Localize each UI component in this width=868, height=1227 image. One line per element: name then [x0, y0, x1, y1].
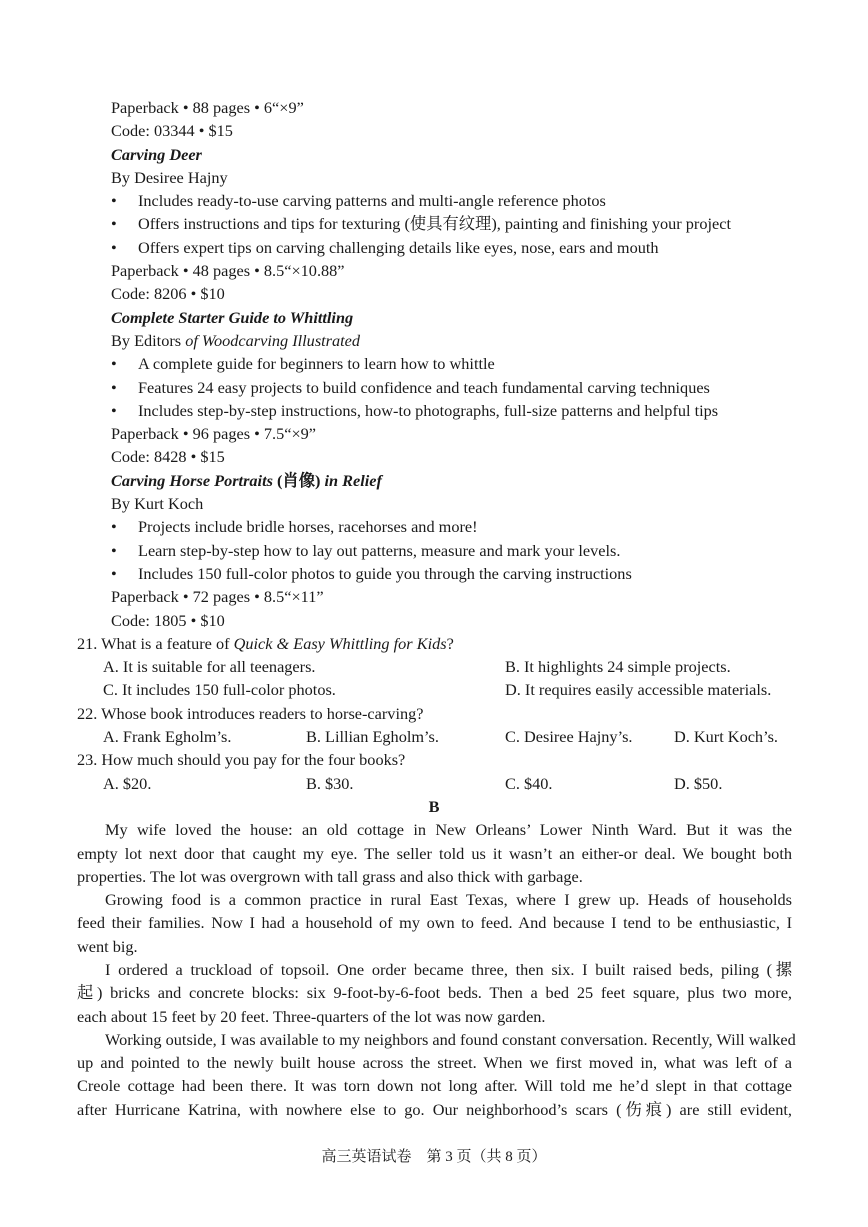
- question-stem: 22. Whose book introduces readers to horse-carving?: [77, 703, 424, 723]
- bullet-icon: •: [111, 214, 117, 234]
- answer-option[interactable]: C. Desiree Hajny’s.: [505, 727, 633, 747]
- book-author: By Desiree Hajny: [111, 167, 228, 187]
- book-bullet: • Includes ready-to-use carving patterns and multi-angle reference photos: [0, 189, 868, 212]
- book-bullet: • Offers instructions and tips for texturing (使具有纹理), painting and finishing your project: [0, 212, 868, 235]
- answer-option[interactable]: D. It requires easily accessible materials.: [505, 680, 772, 700]
- bullet-icon: •: [111, 354, 117, 374]
- answer-option[interactable]: D. $50.: [674, 773, 723, 793]
- book-bullet: • Offers expert tips on carving challenging details like eyes, nose, ears and mouth: [0, 236, 868, 259]
- book-specs: Paperback • 72 pages • 8.5“×11”: [111, 587, 324, 607]
- passage-paragraph: Growing food is a common practice in rural East Texas, where I grew up. Heads of households feed their families. Now I had a household of my own to feed. And because I tend to be enthusiastic, I went big.: [77, 890, 792, 956]
- passage-paragraph: Working outside, I was available to my neighbors and found constant conversation. Recently, Will walked up and pointed to the newly built house across the street. When we first moved in, what was left of a Creole cottage had been there. It was torn down not long after. Will told me he’d slept in that cottage after Hurricane Katrina, with nowhere else to go. Our neighborhood’s scars (伤痕) are still evident,: [77, 1029, 796, 1119]
- question-options-row: [0, 725, 868, 748]
- book-bullet: • Learn step-by-step how to lay out patterns, measure and mark your levels.: [0, 539, 868, 562]
- bullet-icon: •: [111, 191, 117, 211]
- book-author: By Kurt Koch: [111, 494, 204, 514]
- book-code: Code: 8428 • $15: [111, 447, 225, 467]
- bullet-icon: •: [111, 377, 117, 397]
- bullet-icon: •: [111, 237, 117, 257]
- book-title: Carving Deer: [111, 144, 202, 164]
- bullet-icon: •: [111, 563, 117, 583]
- book-title: Carving Horse Portraits (肖像) in Relief: [111, 470, 382, 490]
- book-title: Complete Starter Guide to Whittling: [111, 307, 354, 327]
- answer-option[interactable]: B. Lillian Egholm’s.: [306, 727, 439, 747]
- answer-option[interactable]: B. $30.: [306, 773, 354, 793]
- question-options-row: [0, 655, 868, 678]
- answer-option[interactable]: B. It highlights 24 simple projects.: [505, 657, 731, 677]
- book-specs: Paperback • 88 pages • 6“×9”: [111, 98, 304, 117]
- question-options-row: [0, 772, 868, 795]
- page-footer: 高三英语试卷 第 3 页（共 8 页）: [321, 1149, 547, 1165]
- book-bullet: • Includes step-by-step instructions, how-to photographs, full-size patterns and helpful tips: [0, 399, 868, 422]
- question-stem: 21. What is a feature of Quick & Easy Whittling for Kids?: [77, 633, 454, 653]
- book-bullet: • Includes 150 full-color photos to guide you through the carving instructions: [0, 562, 868, 585]
- answer-option[interactable]: A. $20.: [103, 773, 152, 793]
- answer-option[interactable]: A. It is suitable for all teenagers.: [103, 657, 316, 677]
- passage-paragraph: I ordered a truckload of topsoil. One order became three, then six. I built raised beds, piling (摞 起) bricks and concrete blocks: six 9-foot-by-6-foot beds. Then a bed 25 feet square, plus two more, each about 15 feet by 20 feet. Three-quarters of the lot was now garden.: [77, 959, 792, 1026]
- bullet-icon: •: [111, 517, 117, 537]
- answer-option[interactable]: C. It includes 150 full-color photos.: [103, 680, 336, 700]
- passage-paragraph: My wife loved the house: an old cottage in New Orleans’ Lower Ninth Ward. But it was the empty lot next door that caught my eye. The seller told us it wasn’t an either-or deal. We bought both properties. The lot was overgrown with tall grass and also thick with garbage.: [77, 820, 792, 886]
- book-code: Code: 03344 • $15: [111, 121, 233, 141]
- book-bullet: • A complete guide for beginners to learn how to whittle: [0, 352, 868, 375]
- book-bullet: • Features 24 easy projects to build confidence and teach fundamental carving techniques: [0, 376, 868, 399]
- section-heading: B: [428, 796, 440, 816]
- book-author: By Editors of Woodcarving Illustrated: [111, 330, 361, 350]
- book-specs: Paperback • 48 pages • 8.5“×10.88”: [111, 261, 345, 281]
- question-stem: 23. How much should you pay for the four books?: [77, 750, 406, 770]
- answer-option[interactable]: C. $40.: [505, 773, 553, 793]
- answer-option[interactable]: D. Kurt Koch’s.: [674, 727, 779, 747]
- book-bullet: • Projects include bridle horses, racehorses and more!: [0, 515, 868, 538]
- book-specs: Paperback • 96 pages • 7.5“×9”: [111, 424, 317, 444]
- bullet-icon: •: [111, 540, 117, 560]
- bullet-icon: •: [111, 400, 117, 420]
- book-code: Code: 1805 • $10: [111, 610, 225, 630]
- answer-option[interactable]: A. Frank Egholm’s.: [103, 727, 232, 747]
- question-options-row: [0, 678, 868, 701]
- book-code: Code: 8206 • $10: [111, 284, 225, 304]
- exam-page: [0, 96, 868, 1121]
